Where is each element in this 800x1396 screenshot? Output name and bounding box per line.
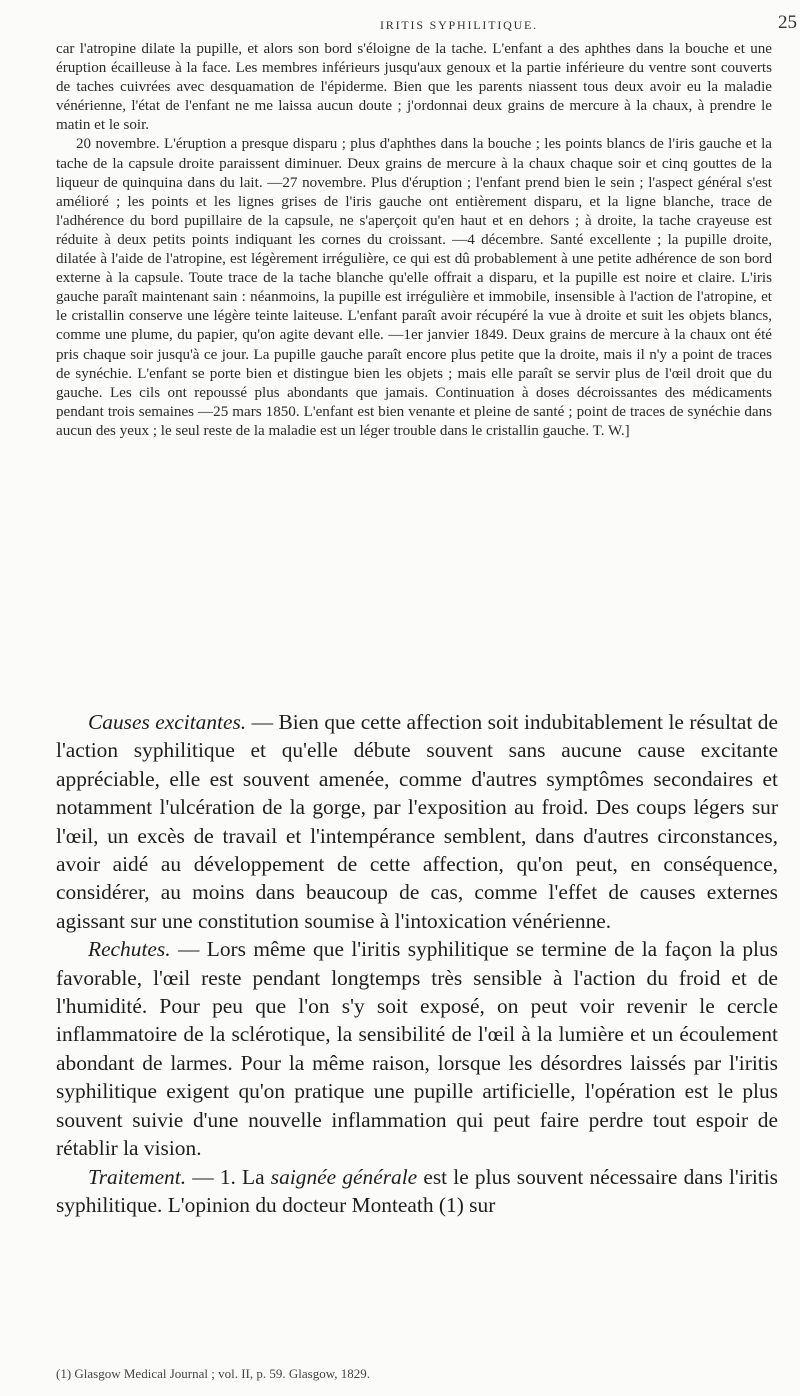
section-emphasis: saignée générale bbox=[270, 1164, 418, 1189]
footnote: (1) Glasgow Medical Journal ; vol. II, p. 59. Glasgow, 1829. bbox=[56, 1366, 370, 1381]
section-body: — Lors même que l'iritis syphilitique se termine de la façon la plus favorable, l'œil reste pendant longtemps très sensible à l'action du froid et de l'humidité. Pour peu que l'on s'y soit exposé, on peut voir revenir le cercle inflammatoire de la sclérotique, la sensibilité de l'œil à la lumière et un écoulement abondant de larmes. Pour la même raison, lorsque les désordres laissés par l'iritis syphilitique exigent qu'on pratique une pupille artificielle, l'opération est le plus souvent suivie d'une nouvelle inflammation qui peut faire perdre tout espoir de rétablir la vision. bbox=[56, 937, 778, 1161]
case-notes-block bbox=[56, 40, 772, 441]
running-title: IRITIS SYPHILITIQUE. bbox=[380, 18, 538, 32]
section-traitement bbox=[56, 1163, 778, 1220]
section-body-continued: est le plus souvent nécessaire dans l'iritis syphilitique. L'opinion du docteur Monteath (1) sur bbox=[56, 1164, 778, 1217]
main-text bbox=[56, 708, 778, 1219]
case-note-paragraph: car l'atropine dilate la pupille, et alors son bord s'éloigne de la tache. L'enfant a des aphthes dans la bouche et une éruption écailleuse à la face. Les membres inférieurs jusqu'aux genoux et la partie inférieure du ventre sont couverts de taches cuivrées avec desquamation de l'épiderme. Bien que les parents niassent tous deux avoir eu la maladie vénérienne, l'état de l'enfant ne me laissa aucun doute ; j'ordonnai deux grains de mercure à la chaux, à prendre le matin et le soir. bbox=[56, 41, 772, 134]
section-causes bbox=[56, 708, 778, 935]
section-body: — Bien que cette affection soit indubitablement le résultat de l'action syphilitique et qu'elle débute souvent sans aucune cause excitante appréciable, elle est souvent amenée, comme d'autres symptômes secondaires et notamment l'ulcération de la gorge, par l'exposition au froid. Des coups légers sur l'œil, un excès de travail et l'intempérance semblent, dans d'autres circonstances, avoir aidé au développement de cette affection, qu'on peut, en conséquence, considérer, au moins dans beaucoup de cas, comme l'effet de causes externes agissant sur une constitution soumise à l'intoxication vénérienne. bbox=[56, 710, 778, 933]
section-heading: Traitement. bbox=[88, 1164, 187, 1189]
page-number: 25 bbox=[778, 12, 797, 33]
case-note-paragraph: 20 novembre. L'éruption a presque disparu ; plus d'aphthes dans la bouche ; les points blancs de l'iris gauche et la tache de la capsule droite paraissent diminuer. Deux grains de mercure à la chaux chaque soir et cinq gouttes de la liqueur de quinquina dans du lait. —27 novembre. Plus d'éruption ; l'enfant prend bien le sein ; l'aspect général s'est amélioré ; les points et les lignes grises de l'iris gauche ont entièrement disparu, et la ligne blanche, trace de l'adhérence du bord pupillaire de la capsule, ne s'aperçoit qu'en haut et en dehors ; à droite, la tache crayeuse est réduite à deux petits points indiquant les cornes du croissant. —4 décembre. Santé excellente ; la pupille droite, dilatée à l'aide de l'atropine, est légèrement irrégulière, ce qui est dû probablement à une petite adhérence de son bord externe à la capsule. Toute trace de la tache blanche qu'elle offrait a disparu, et la pupille est noire et claire. L'iris gauche paraît maintenant sain : néanmoins, la pupille est irrégulière et immobile, insensible à l'action de l'atropine, et le cristallin conserve une légère teinte laiteuse. L'enfant paraît avoir récupéré la vue à droite et suit les objets blancs, comme une plume, du papier, qu'on agite devant elle. —1er janvier 1849. Deux grains de mercure à la chaux ont été pris chaque soir jusqu'à ce jour. La pupille gauche paraît encore plus petite que la droite, mais il n'y a point de traces de synéchie. L'enfant se porte bien et distingue bien les objets ; mais elle paraît se servir plus de l'œil droit que du gauche. Les cils ont repoussé plus abondants que jamais. Continuation à doses décroissantes des médicaments pendant trois semaines —25 mars 1850. L'enfant est bien venante et pleine de santé ; point de traces de synéchie dans aucun des yeux ; le seul reste de la maladie est un léger trouble dans le cristallin gauche. T. W.] bbox=[56, 136, 772, 439]
section-heading: Rechutes. bbox=[88, 937, 171, 962]
running-header bbox=[0, 8, 800, 38]
section-rechutes bbox=[56, 935, 778, 1162]
section-body: — 1. La bbox=[186, 1164, 271, 1189]
section-heading: Causes excitantes. bbox=[88, 710, 247, 734]
